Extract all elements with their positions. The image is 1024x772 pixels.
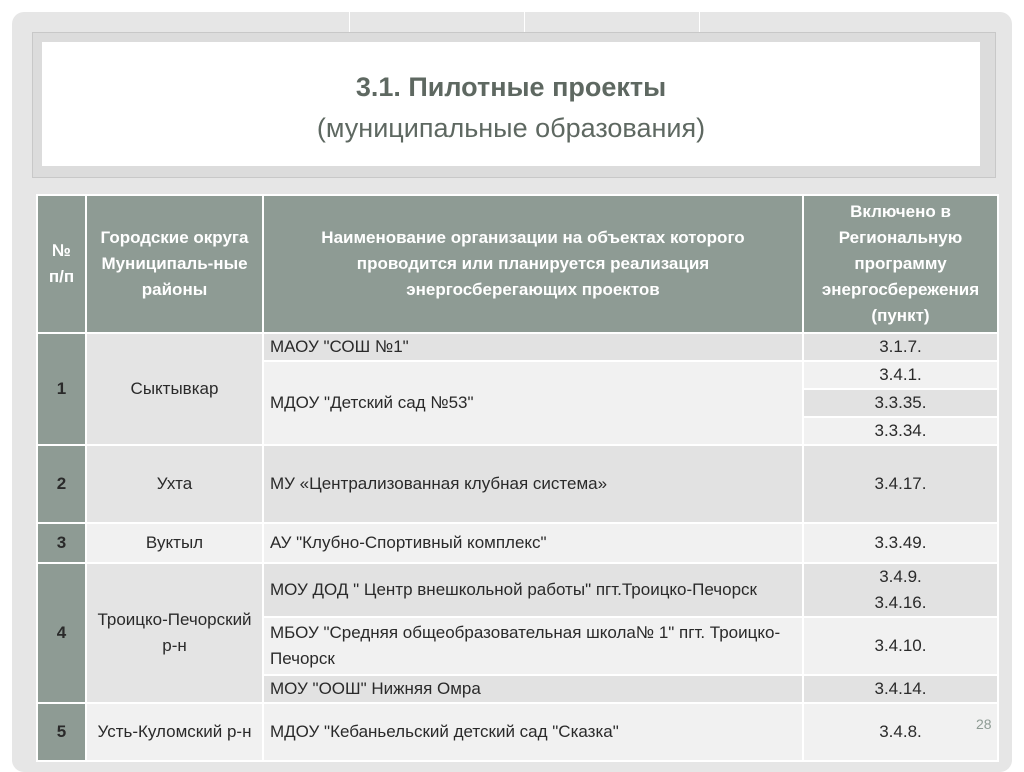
row-organization: МОУ "ООШ" Нижняя Омра bbox=[263, 675, 803, 703]
row-program-item: 3.4.9. bbox=[879, 567, 922, 586]
row-district: Троицко-Печорский р-н bbox=[86, 563, 263, 703]
row-program-item bbox=[803, 563, 998, 617]
row-program-item: 3.4.14. bbox=[803, 675, 998, 703]
decor-line bbox=[524, 12, 525, 32]
row-organization: МАОУ "СОШ №1" bbox=[263, 333, 803, 361]
row-district: Усть-Куломский р-н bbox=[86, 703, 263, 761]
row-num: 3 bbox=[37, 523, 86, 563]
row-program-item: 3.3.34. bbox=[803, 417, 998, 445]
row-organization: АУ "Клубно-Спортивный комплекс" bbox=[263, 523, 803, 563]
row-program-item: 3.3.49. bbox=[803, 523, 998, 563]
table-header-row bbox=[37, 195, 998, 333]
table-row bbox=[37, 445, 998, 523]
slide-title: 3.1. Пилотные проекты bbox=[355, 72, 667, 102]
decor-line bbox=[699, 12, 700, 32]
header-district: Городские округа Муниципаль-ные районы bbox=[86, 195, 263, 333]
row-num: 2 bbox=[37, 445, 86, 523]
row-program-item: 3.1.7. bbox=[803, 333, 998, 361]
table-row bbox=[37, 703, 998, 761]
table-row bbox=[37, 563, 998, 617]
header-organization: Наименование организации на объектах которого проводится или планируется реализация энергосберегающих проектов bbox=[263, 195, 803, 333]
row-program-item: 3.4.1. bbox=[803, 361, 998, 389]
row-num: 1 bbox=[37, 333, 86, 445]
row-program-item: 3.4.8. bbox=[803, 703, 998, 761]
table-row bbox=[37, 523, 998, 563]
row-program-item: 3.4.17. bbox=[803, 445, 998, 523]
row-program-item: 3.4.10. bbox=[803, 617, 998, 675]
row-program-item: 3.4.16. bbox=[874, 593, 927, 612]
row-num: 4 bbox=[37, 563, 86, 703]
row-organization: МДОУ "Кебаньельский детский сад "Сказка" bbox=[263, 703, 803, 761]
row-organization: МОУ ДОД " Центр внешкольной работы" пгт.Троицко-Печорск bbox=[263, 563, 803, 617]
row-num: 5 bbox=[37, 703, 86, 761]
page-number: 28 bbox=[976, 716, 992, 732]
row-organization: МБОУ "Средняя общеобразовательная школа№ 1" пгт. Троицко-Печорск bbox=[263, 617, 803, 675]
row-program-item: 3.3.35. bbox=[803, 389, 998, 417]
table-row bbox=[37, 333, 998, 361]
decor-line bbox=[349, 12, 350, 32]
row-organization: МУ «Централизованная клубная система» bbox=[263, 445, 803, 523]
row-district: Вуктыл bbox=[86, 523, 263, 563]
title-panel bbox=[42, 42, 980, 166]
row-district: Сыктывкар bbox=[86, 333, 263, 445]
header-program: Включено в Региональную программу энергосбережения (пункт) bbox=[803, 195, 998, 333]
projects-table bbox=[36, 194, 999, 762]
row-organization: МДОУ "Детский сад №53" bbox=[263, 361, 803, 445]
header-num: № п/п bbox=[37, 195, 86, 333]
row-district: Ухта bbox=[86, 445, 263, 523]
slide-subtitle: (муниципальные образования) bbox=[316, 113, 706, 143]
